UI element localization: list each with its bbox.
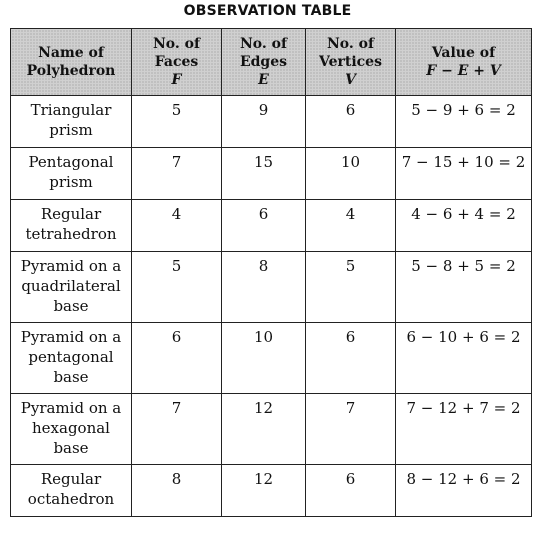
vertices-cell: 5 [306, 252, 396, 323]
faces-cell: 6 [132, 323, 222, 394]
polyhedron-name [11, 148, 132, 200]
name-line: Regular [40, 205, 102, 223]
header-faces-line-1: No. of [153, 36, 200, 52]
name-line: tetrahedron [25, 225, 117, 243]
header-edges-var: E [258, 72, 269, 88]
value-cell: 8 − 12 + 6 = 2 [396, 465, 532, 517]
polyhedron-name [11, 252, 132, 323]
value-cell: 4 − 6 + 4 = 2 [396, 200, 532, 252]
edges-cell: 10 [222, 323, 306, 394]
table-row [11, 200, 532, 252]
table-row [11, 465, 532, 517]
polyhedron-name [11, 96, 132, 148]
table-row [11, 394, 532, 465]
value-cell: 7 − 15 + 10 = 2 [396, 148, 532, 200]
value-cell: 7 − 12 + 7 = 2 [396, 394, 532, 465]
table-row [11, 252, 532, 323]
polyhedron-name [11, 200, 132, 252]
table-row [11, 148, 532, 200]
vertices-cell: 7 [306, 394, 396, 465]
name-line: Pyramid on a [20, 399, 122, 417]
edges-cell: 9 [222, 96, 306, 148]
header-row [11, 29, 532, 96]
name-line: base [53, 439, 89, 457]
name-line: Pentagonal [28, 153, 114, 171]
observation-table [10, 28, 532, 517]
name-line: prism [49, 121, 93, 139]
value-cell: 5 − 9 + 6 = 2 [396, 96, 532, 148]
edges-cell: 8 [222, 252, 306, 323]
name-line: Pyramid on a [20, 257, 122, 275]
header-name [11, 29, 132, 96]
table-row [11, 323, 532, 394]
header-value-var: F − E + V [426, 63, 501, 79]
faces-cell: 8 [132, 465, 222, 517]
header-vertices-line-2: Vertices [319, 54, 382, 70]
value-cell: 5 − 8 + 5 = 2 [396, 252, 532, 323]
faces-cell: 7 [132, 148, 222, 200]
page-title: OBSERVATION TABLE [183, 3, 352, 19]
edges-cell: 12 [222, 465, 306, 517]
vertices-cell: 6 [306, 96, 396, 148]
header-name-line-1: Name of [38, 45, 104, 61]
table-row [11, 96, 532, 148]
name-line: Pyramid on a [20, 328, 122, 346]
header-value [396, 29, 532, 96]
header-edges-line-1: No. of [240, 36, 287, 52]
polyhedron-name [11, 394, 132, 465]
header-faces [132, 29, 222, 96]
edges-cell: 15 [222, 148, 306, 200]
header-vertices [306, 29, 396, 96]
vertices-cell: 6 [306, 465, 396, 517]
polyhedron-name [11, 465, 132, 517]
header-vertices-line-1: No. of [327, 36, 374, 52]
value-cell: 6 − 10 + 6 = 2 [396, 323, 532, 394]
name-line: hexagonal [32, 419, 110, 437]
polyhedron-name [11, 323, 132, 394]
header-name-line-2: Polyhedron [26, 63, 116, 79]
name-line: base [53, 297, 89, 315]
faces-cell: 5 [132, 96, 222, 148]
name-line: quadrilateral [21, 277, 121, 295]
name-line: Regular [40, 470, 102, 488]
header-faces-line-2: Faces [154, 54, 199, 70]
header-value-line-1: Value of [431, 45, 496, 61]
faces-cell: 7 [132, 394, 222, 465]
name-line: prism [49, 173, 93, 191]
name-line: Triangular [30, 101, 112, 119]
name-line: octahedron [27, 490, 115, 508]
faces-cell: 4 [132, 200, 222, 252]
vertices-cell: 6 [306, 323, 396, 394]
edges-cell: 6 [222, 200, 306, 252]
header-vertices-var: V [345, 72, 356, 88]
faces-cell: 5 [132, 252, 222, 323]
name-line: pentagonal [28, 348, 114, 366]
name-line: base [53, 368, 89, 386]
vertices-cell: 10 [306, 148, 396, 200]
edges-cell: 12 [222, 394, 306, 465]
header-edges [222, 29, 306, 96]
header-edges-line-2: Edges [239, 54, 288, 70]
header-faces-var: F [171, 72, 182, 88]
vertices-cell: 4 [306, 200, 396, 252]
